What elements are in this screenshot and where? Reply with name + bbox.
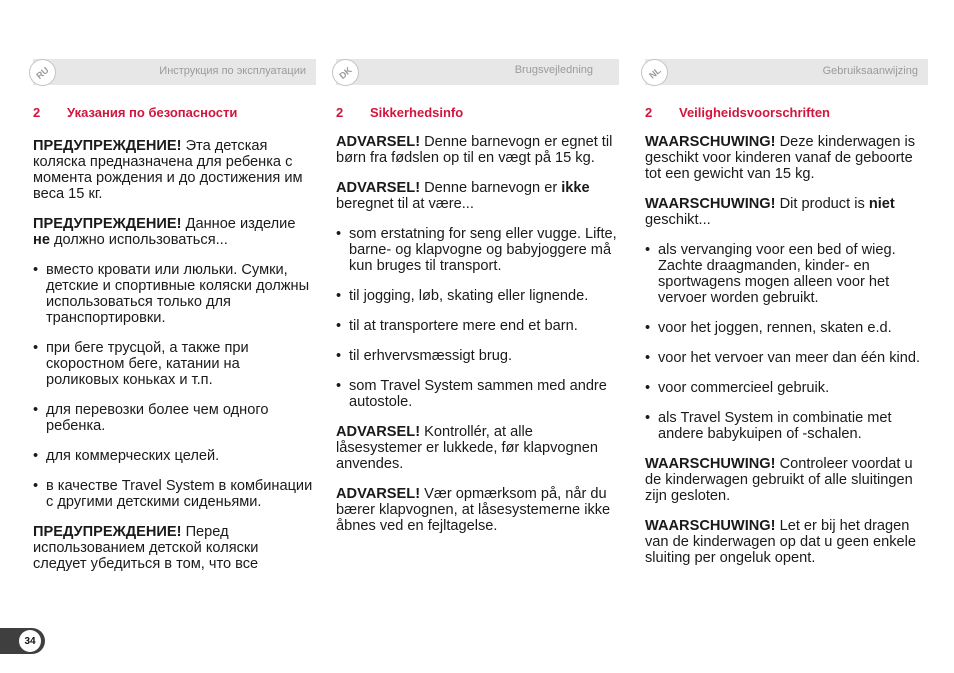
warning-text: Deze kinderwagen is geschikt voor kinderen vanaf de geboorte tot een gewicht van 15 kg. xyxy=(645,134,916,182)
list-item: • til jogging, løb, skating eller lignende. xyxy=(336,288,619,304)
page-number: 34 xyxy=(19,630,41,652)
emphasis-text: ikke xyxy=(561,180,590,196)
language-badge-nl xyxy=(641,59,668,86)
list-item: • voor commercieel gebruik. xyxy=(645,380,928,396)
warning-paragraph xyxy=(645,456,928,504)
list-item: • som erstatning for seng eller vugge. Lifte, barne- og klapvogne og babyjoggere må kun bruges til transport. xyxy=(336,226,619,274)
warning-label: ПРЕДУПРЕЖДЕНИЕ! xyxy=(33,216,182,232)
warning-text: должно использоваться... xyxy=(49,232,228,248)
emphasis-text: niet xyxy=(868,196,895,212)
warning-text: Denne barnevogn er egnet til børn fra fødslen op til en vægt på 15 kg. xyxy=(336,134,613,166)
list-item: • til erhvervsmæssigt brug. xyxy=(336,348,619,364)
section-title-dk: Sikkerhedsinfo xyxy=(370,105,464,120)
emphasis-text: не xyxy=(33,232,50,248)
warning-text: Kontrollér, at alle låsesystemer er lukkede, før klapvognen anvendes. xyxy=(336,424,598,472)
list-item: • als Travel System in combinatie met andere babykuipen of -schalen. xyxy=(645,410,928,442)
warning-text: Эта детская коляска предназначена для ребенка с момента рождения и до достижения им веса 15 кг. xyxy=(33,138,303,202)
warning-label: ADVARSEL! xyxy=(336,180,421,196)
warning-label: WAARSCHUWING! xyxy=(645,134,776,150)
section-title-ru: Указания по безопасности xyxy=(67,105,238,120)
column-dk xyxy=(336,59,619,548)
warning-paragraph xyxy=(645,518,928,566)
warning-paragraph xyxy=(336,424,619,472)
warning-paragraph xyxy=(33,524,316,572)
warning-text: Controleer voordat u de kinderwagen gebruikt of alle sluitingen zijn gesloten. xyxy=(645,456,913,504)
bullet-list-ru xyxy=(33,262,316,510)
section-number-ru: 2 xyxy=(33,105,41,120)
warning-label: ПРЕДУПРЕЖДЕНИЕ! xyxy=(33,524,182,540)
warning-label: WAARSCHUWING! xyxy=(645,456,776,472)
header-title-ru: Инструкция по эксплуатации xyxy=(159,65,306,77)
body-nl xyxy=(645,134,928,566)
list-item: • при беге трусцой, а также при скоростном беге, катании на роликовых коньках и т.п. xyxy=(33,340,316,388)
list-item: • som Travel System sammen med andre autostole. xyxy=(336,378,619,410)
body-dk xyxy=(336,134,619,534)
language-code-ru: RU xyxy=(34,64,51,81)
bullet-list-nl xyxy=(645,242,928,442)
list-item: • voor het vervoer van meer dan één kind. xyxy=(645,350,928,366)
section-number-nl: 2 xyxy=(645,105,653,120)
header-bar-nl xyxy=(645,59,928,85)
language-code-nl: NL xyxy=(646,64,663,81)
warning-paragraph xyxy=(336,180,619,212)
list-item: • вместо кровати или люльки. Сумки, детские и спортивные коляски должны использоваться только для транспортировки. xyxy=(33,262,316,326)
warning-label: ADVARSEL! xyxy=(336,486,421,502)
warning-label: WAARSCHUWING! xyxy=(645,518,776,534)
section-heading-dk xyxy=(336,105,619,120)
list-item: • в качестве Travel System в комбинации с другими детскими сиденьями. xyxy=(33,478,316,510)
warning-text: Let er bij het dragen van de kinderwagen op dat u geen enkele sluiting per ongeluk opent. xyxy=(645,518,917,566)
list-item: • для коммерческих целей. xyxy=(33,448,316,464)
language-code-dk: DK xyxy=(337,64,354,81)
warning-text: Denne barnevogn er xyxy=(420,180,562,196)
warning-text: Перед использованием детской коляски следует убедиться в том, что все xyxy=(33,524,259,572)
warning-paragraph xyxy=(645,196,928,228)
warning-label: WAARSCHUWING! xyxy=(645,196,776,212)
column-ru xyxy=(33,59,316,586)
page-number-tab xyxy=(0,628,45,654)
body-ru xyxy=(33,138,316,572)
column-nl xyxy=(645,59,928,580)
section-title-nl: Veiligheidsvoorschriften xyxy=(679,105,830,120)
header-title-dk: Brugsvejledning xyxy=(514,64,593,76)
section-number-dk: 2 xyxy=(336,105,344,120)
section-heading-nl xyxy=(645,105,928,120)
section-heading-ru xyxy=(33,105,316,120)
bullet-list-dk xyxy=(336,226,619,410)
warning-text: Данное изделие xyxy=(181,216,296,232)
warning-label: ПРЕДУПРЕЖДЕНИЕ! xyxy=(33,138,182,154)
warning-paragraph xyxy=(645,134,928,182)
list-item: • als vervanging voor een bed of wieg. Zachte draagmanden, kinder- en sportwagens mogen alleen voor het vervoer worden gebruikt. xyxy=(645,242,928,306)
warning-text: Dit product is xyxy=(775,196,869,212)
warning-text: Vær opmærksom på, når du bærer klapvognen, at låsesystemerne ikke åbnes ved en fejltagelse. xyxy=(336,486,611,534)
warning-paragraph xyxy=(336,486,619,534)
header-title-nl: Gebruiksaanwijzing xyxy=(822,65,918,77)
warning-paragraph xyxy=(33,216,316,248)
warning-paragraph xyxy=(336,134,619,166)
list-item: • voor het joggen, rennen, skaten e.d. xyxy=(645,320,928,336)
language-badge-dk xyxy=(332,59,359,86)
list-item: • til at transportere mere end et barn. xyxy=(336,318,619,334)
header-bar-dk xyxy=(336,59,619,85)
list-item: • для перевозки более чем одного ребенка. xyxy=(33,402,316,434)
warning-text: beregnet til at være... xyxy=(336,196,474,212)
warning-label: ADVARSEL! xyxy=(336,424,421,440)
header-bar-ru xyxy=(33,59,316,85)
warning-paragraph xyxy=(33,138,316,202)
warning-label: ADVARSEL! xyxy=(336,134,421,150)
warning-text: geschikt... xyxy=(645,212,711,228)
language-badge-ru xyxy=(29,59,56,86)
